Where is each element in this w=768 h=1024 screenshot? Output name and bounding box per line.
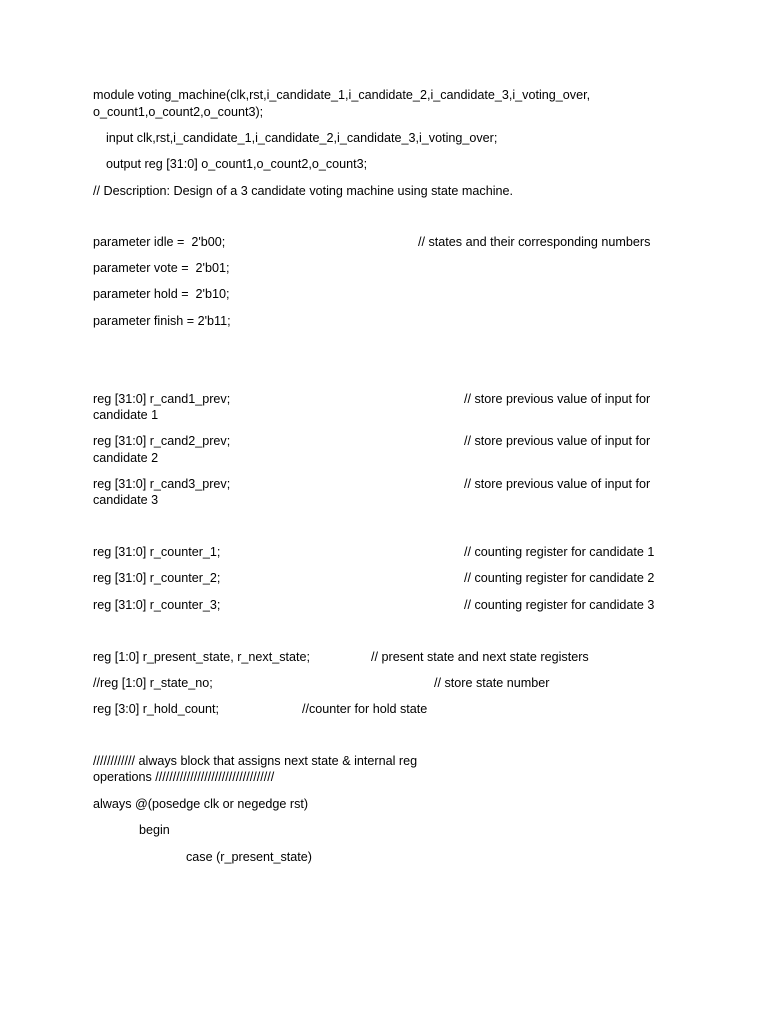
input-declaration: input clk,rst,i_candidate_1,i_candidate_2,i_candidate_3,i_voting_over; (106, 131, 498, 145)
reg-cand3-prev: reg [31:0] r_cand3_prev; (93, 477, 231, 491)
reg-state-no-comment: // store state number (434, 676, 550, 690)
reg-state-no: //reg [1:0] r_state_no; (93, 676, 213, 690)
reg-cand3-prev-comment: // store previous value of input for (464, 477, 651, 491)
param-finish: parameter finish = 2'b11; (93, 314, 231, 328)
reg-counter-3: reg [31:0] r_counter_3; (93, 598, 221, 612)
reg-hold-count-comment: //counter for hold state (302, 702, 428, 716)
always-block-comment: //////////// always block that assigns next state & internal reg (93, 754, 418, 768)
param-vote: parameter vote = 2'b01; (93, 261, 230, 275)
param-idle-comment: // states and their corresponding numbers (418, 235, 651, 249)
reg-cand2-prev: reg [31:0] r_cand2_prev; (93, 434, 231, 448)
reg-hold-count: reg [3:0] r_hold_count; (93, 702, 220, 716)
output-declaration: output reg [31:0] o_count1,o_count2,o_count3; (106, 157, 368, 171)
reg-counter-3-comment: // counting register for candidate 3 (464, 598, 655, 612)
reg-cand1-prev-comment: // store previous value of input for (464, 392, 651, 406)
param-idle: parameter idle = 2'b00; (93, 235, 226, 249)
reg-counter-2-comment: // counting register for candidate 2 (464, 571, 655, 585)
reg-cand3-prev-comment-wrap: candidate 3 (93, 493, 159, 507)
case-statement: case (r_present_state) (186, 850, 312, 864)
reg-cand1-prev: reg [31:0] r_cand1_prev; (93, 392, 231, 406)
reg-counter-1: reg [31:0] r_counter_1; (93, 545, 221, 559)
always-block-comment-wrap: operations ////////////////////////////////// (93, 770, 275, 784)
reg-counter-1-comment: // counting register for candidate 1 (464, 545, 655, 559)
reg-cand1-prev-comment-wrap: candidate 1 (93, 408, 159, 422)
reg-cand2-prev-comment: // store previous value of input for (464, 434, 651, 448)
reg-state: reg [1:0] r_present_state, r_next_state; (93, 650, 311, 664)
module-declaration: module voting_machine(clk,rst,i_candidate_1,i_candidate_2,i_candidate_3,i_voting_over, o_count1,o_count2,o_count3); (93, 88, 591, 119)
reg-counter-2: reg [31:0] r_counter_2; (93, 571, 221, 585)
description-comment: // Description: Design of a 3 candidate voting machine using state machine. (93, 184, 514, 198)
reg-cand2-prev-comment-wrap: candidate 2 (93, 451, 159, 465)
begin-keyword: begin (139, 823, 170, 837)
reg-state-comment: // present state and next state registers (371, 650, 589, 664)
always-declaration: always @(posedge clk or negedge rst) (93, 797, 309, 811)
param-hold: parameter hold = 2'b10; (93, 287, 230, 301)
